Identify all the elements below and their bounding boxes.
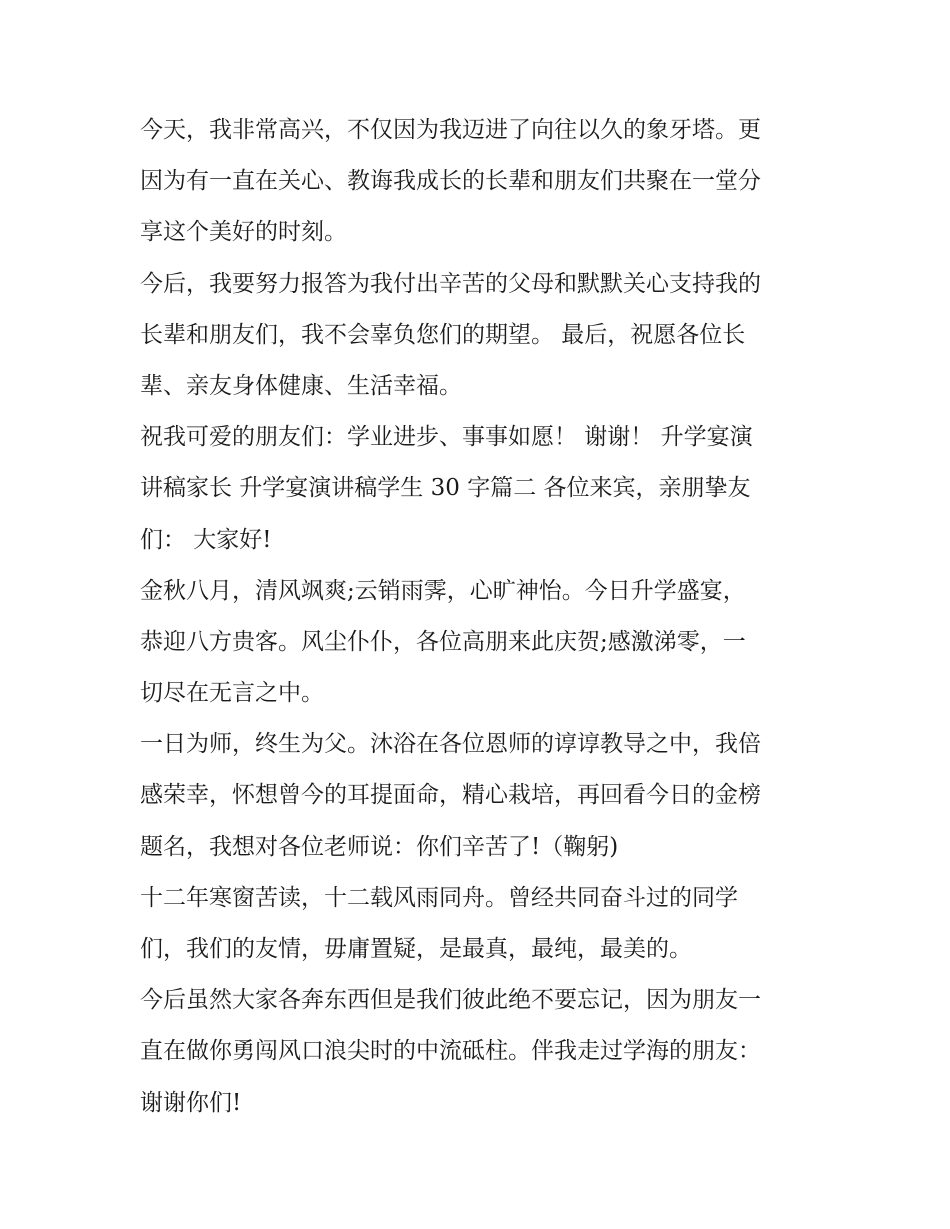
text-line-2: 因为有一直在关心、教诲我成长的长辈和朋友们共聚在一堂分 <box>140 168 761 195</box>
text-line-5: 长辈和朋友们，我不会辜负您们的期望。 最后，祝愿各位长 <box>140 321 746 348</box>
text-line-17: 们，我们的友情，毋庸置疑，是最真，最纯，最美的。 <box>140 936 692 962</box>
text-line-9: 们： 大家好! <box>140 526 272 553</box>
text-line-10: 金秋八月，清风飒爽;云销雨霁，心旷神怡。今日升学盛宴， <box>140 577 746 604</box>
text-line-6: 辈、亲友身体健康、生活幸福。 <box>140 372 462 399</box>
text-line-8: 讲稿家长 升学宴演讲稿学生 30 字篇二 各位来宾，亲朋挚友 <box>140 475 751 502</box>
text-line-4: 今后，我要努力报答为我付出辛苦的父母和默默关心支持我的 <box>140 270 761 297</box>
text-line-14: 感荣幸，怀想曾今的耳提面命，精心栽培，再回看今日的金榜 <box>140 782 761 809</box>
text-line-12: 切尽在无言之中。 <box>140 680 324 707</box>
text-line-11: 恭迎八方贵客。风尘仆仆，各位高朋来此庆贺;感激涕零，一 <box>140 628 746 655</box>
text-line-1: 今天，我非常高兴，不仅因为我迈进了向往以久的象牙塔。更 <box>140 117 761 143</box>
text-line-18: 今后虽然大家各奔东西但是我们彼此绝不要忘记，因为朋友一 <box>140 987 761 1014</box>
text-line-16: 十二年寒窗苦读，十二载风雨同舟。曾经共同奋斗过的同学 <box>140 884 738 911</box>
text-line-20: 谢谢你们! <box>140 1089 242 1116</box>
text-line-15: 题名，我想对各位老师说：你们辛苦了!（鞠躬) <box>140 833 619 860</box>
text-line-3: 享这个美好的时刻。 <box>140 219 347 246</box>
text-line-19: 直在做你勇闯风口浪尖时的中流砥柱。伴我走过学海的朋友： <box>140 1038 761 1065</box>
text-line-13: 一日为师，终生为父。沐浴在各位恩师的谆谆教导之中，我倍 <box>140 731 761 758</box>
document-body <box>140 112 812 1136</box>
text-line-7: 祝我可爱的朋友们：学业进步、事事如愿！ 谢谢！ 升学宴演 <box>140 424 753 451</box>
